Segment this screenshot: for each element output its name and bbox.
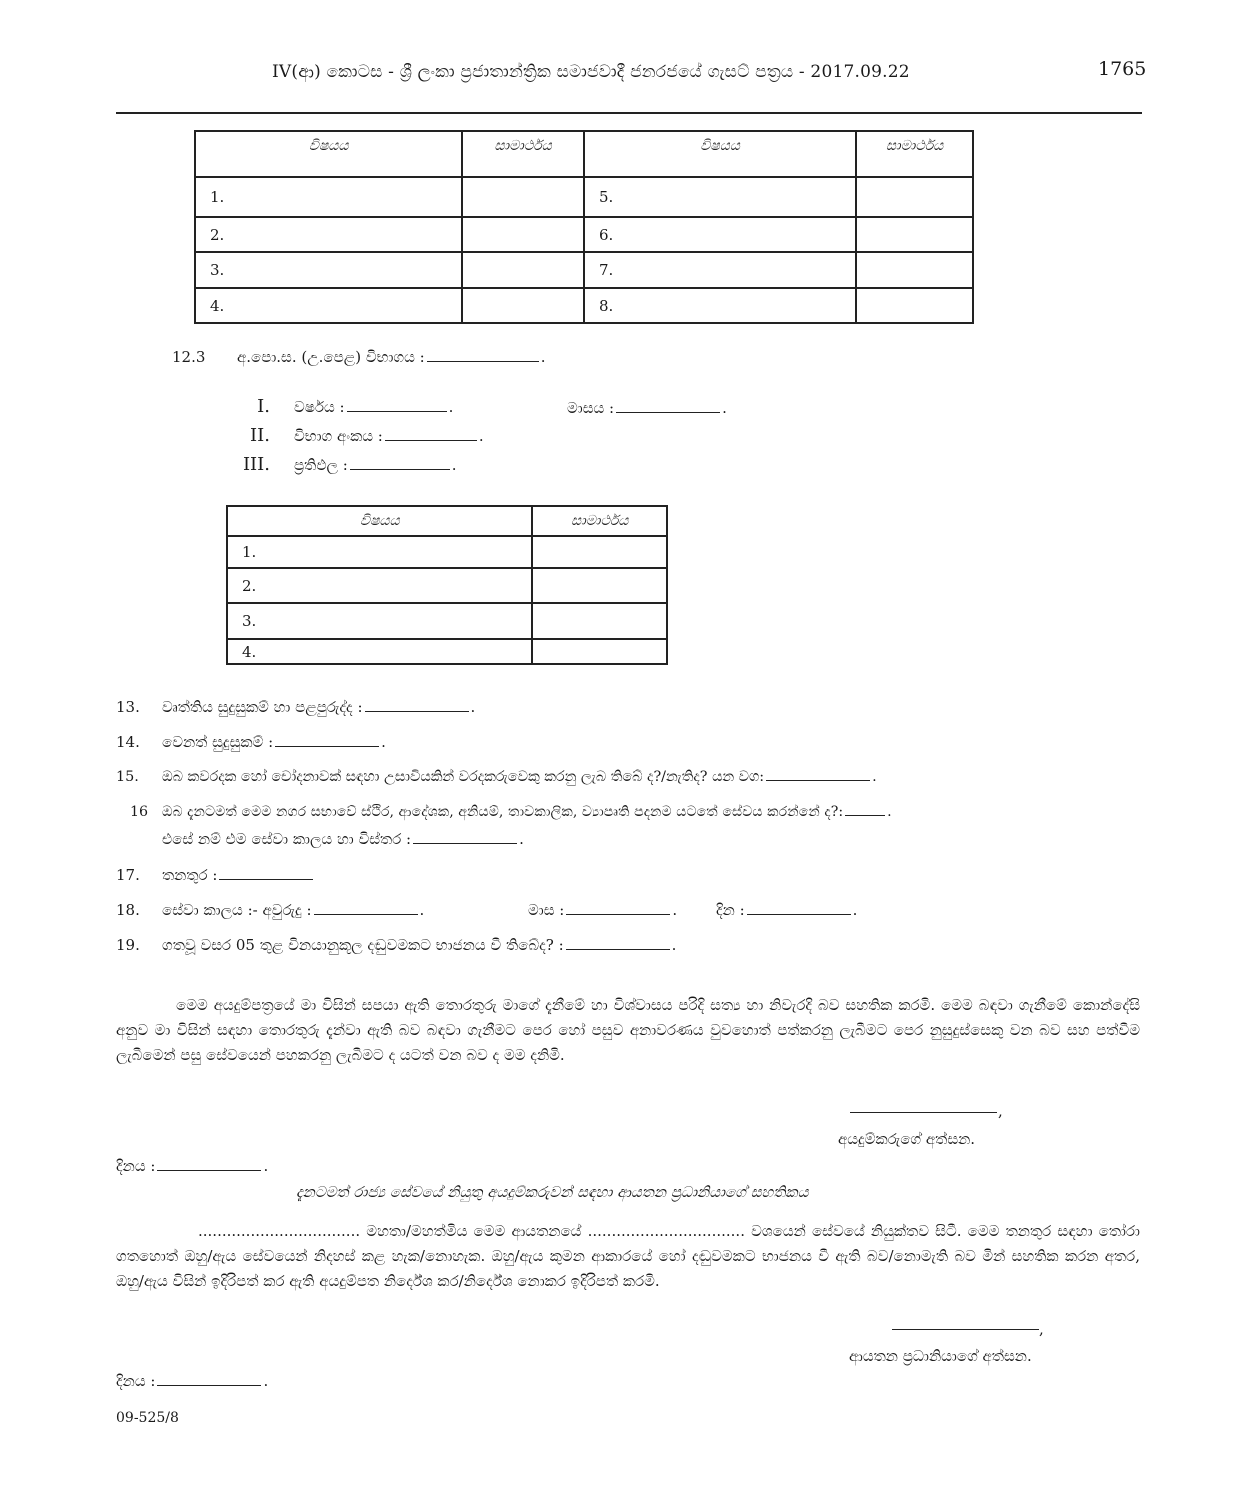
table-blank-cell xyxy=(462,252,584,288)
section-number: 12.3 xyxy=(172,348,206,366)
item-number: 17. xyxy=(116,866,140,884)
blank-line xyxy=(365,711,469,712)
item-15: 15. ඔබ කවරදක හෝ චෝදනාවක් සඳහා උසාවියකින් වරදකරුවෙකු කරනු ලැබ තිබේ ද?/නැතිද? යන වග: . xyxy=(116,769,877,785)
applicant-date: දිනය : . xyxy=(116,1157,269,1175)
certificate-text: වශයෙන් සේවයේ නියුක්තව සිටී. මෙම තනතුර සඳහා තෝරා ගතහොත් ඔහු/ඇය සේවයෙන් නිදහස් කළ හැක/නොහැක. ඔහු/ඇය කුමන ආකාරයේ හෝ දඬුවමකට භාජනය වී ඇති බව/නොමැති බව මින් සහතික කරන අතර, ඔහු/ඇය විසින් ඉදිරිපත් කර ඇති අයදුම්පත නිර්දේශ කර/නිර්දේශ නොකර ඉදිරිපත් කරමි. xyxy=(116,1222,1140,1290)
sub-item-exam-number: II. විභාග අංකය : . xyxy=(240,425,484,446)
item-18-days: දින : . xyxy=(716,901,858,919)
item-13: 13. වෘත්තිය සුදුසුකම් හා පළපුරුද්ද : . xyxy=(116,698,476,716)
table-blank-cell xyxy=(462,288,584,323)
table-blank-cell xyxy=(532,536,667,568)
table-row-cell: 3. xyxy=(195,252,462,288)
item-18: 18. සේවා කාලය :- අවුරුදු : . xyxy=(116,901,425,919)
blank-line xyxy=(427,361,539,362)
blank-line xyxy=(157,1170,261,1171)
item-text: එසේ නම් එම සේවා කාලය හා විස්තර : xyxy=(162,830,412,848)
item-text: මාස : xyxy=(528,901,565,919)
item-text: වෙනත් සුදුසුකම් : xyxy=(162,733,274,751)
blank-line xyxy=(275,746,379,747)
blank-line xyxy=(350,469,450,470)
blank-line xyxy=(616,412,720,413)
table-blank-cell xyxy=(462,177,584,217)
table-blank-cell xyxy=(532,603,667,639)
date-label: දිනය : xyxy=(116,1372,156,1390)
table-row-cell: 1. xyxy=(195,177,462,217)
table-row-cell: 6. xyxy=(584,217,856,252)
sub-item-label: මාසය : xyxy=(567,399,615,417)
blank-line xyxy=(157,1385,261,1386)
footer-code: 09-525/8 xyxy=(116,1410,179,1426)
sub-item-label: ප්‍රතිඵල : xyxy=(294,456,348,474)
sub-item-label: විභාග අංකය : xyxy=(294,427,383,445)
blank-line xyxy=(766,780,870,781)
table-row-cell: 1. xyxy=(227,536,532,568)
dotted-blank-name: .................................. xyxy=(198,1222,361,1240)
declaration-paragraph: මෙම අයදුම්පත්‍රයේ මා විසින් සපයා ඇති තොරතුරු මාගේ දැනීමේ හා විශ්වාසය පරිදි සත්‍ය හා නිවැරදි බව සහතික කරමි. මෙම බඳවා ගැනීමේ කොන්දේසි අනුව මා විසින් සඳහා තොරතුරු දැන්වා ඇති බව බඳවා ගැනීමට පෙර හෝ පසුව අනාවරණය වුවහොත් පත්කරනු ලැබීමට පෙර නුසුදුස්සෙකු වන බව සහ පත්වීම ලැබීමෙන් පසු සේවයෙන් පහකරනු ලැබීමට ද යටත් වන බව ද මම දනිමි. xyxy=(116,996,1140,1064)
table-blank-cell xyxy=(856,288,973,323)
roman-numeral: II. xyxy=(250,425,270,446)
sub-item-month: මාසය : . xyxy=(567,399,727,417)
blank-line xyxy=(413,843,517,844)
item-text: දින : xyxy=(716,901,745,919)
roman-numeral: III. xyxy=(242,454,270,475)
table-blank-cell xyxy=(856,252,973,288)
date-label: දිනය : xyxy=(116,1157,156,1175)
sub-item-label: වර්ෂය : xyxy=(294,398,345,416)
signature-comma: , xyxy=(1039,1320,1044,1338)
table-row-cell: 2. xyxy=(195,217,462,252)
item-number: 14. xyxy=(116,733,140,751)
table-blank-cell xyxy=(856,177,973,217)
item-number: 18. xyxy=(116,901,140,919)
item-text: තනතුර : xyxy=(162,866,218,884)
blank-line xyxy=(314,914,418,915)
item-16-details: එසේ නම් එම සේවා කාලය හා විස්තර : . xyxy=(162,830,524,848)
table-row-cell: 2. xyxy=(227,568,532,603)
table-row-cell: 5. xyxy=(584,177,856,217)
certificate-paragraph xyxy=(116,1219,1140,1294)
item-text: වෘත්තිය සුදුසුකම් හා පළපුරුද්ද : xyxy=(162,698,363,716)
item-number: 15. xyxy=(116,769,139,785)
item-14: 14. වෙනත් සුදුසුකම් : . xyxy=(116,733,386,751)
head-date: දිනය : . xyxy=(116,1372,269,1390)
certificate-heading: දැනටමත් රාජ්‍ය සේවයේ නියුතු අයදුම්කරුවන් සඳහා ආයතන ප්‍රධානියාගේ සහතිකය xyxy=(296,1183,809,1201)
applicant-signature-label: අයදුම්කරුගේ අත්සන. xyxy=(838,1130,976,1148)
table-blank-cell xyxy=(856,217,973,252)
page-number: 1765 xyxy=(1098,58,1147,80)
item-18-months: මාස : . xyxy=(528,901,678,919)
certificate-text: මහතා/මහත්මිය මෙම ආයතනයේ xyxy=(366,1222,582,1240)
sub-item-year: I. වර්ෂය : . xyxy=(240,396,453,417)
item-text: ඔබ කවරදක හෝ චෝදනාවක් සඳහා උසාවියකින් වරදකරුවෙකු කරනු ලැබ තිබේ ද?/නැතිද? යන වග: xyxy=(162,769,765,785)
table-row-cell: 7. xyxy=(584,252,856,288)
table-blank-cell xyxy=(532,568,667,603)
results-table-2 xyxy=(226,505,668,665)
table-row-cell: 8. xyxy=(584,288,856,323)
blank-line xyxy=(566,949,670,950)
table-blank-cell xyxy=(462,217,584,252)
header-rule xyxy=(116,112,1142,114)
table1-header-subject-left: විෂයය xyxy=(195,131,462,177)
item-number: 13. xyxy=(116,698,140,716)
applicant-signature-line xyxy=(850,1112,997,1113)
signature-comma: , xyxy=(998,1102,1003,1120)
item-number: 19. xyxy=(116,936,140,954)
item-number: 16 xyxy=(130,804,149,820)
table-row-cell: 3. xyxy=(227,603,532,639)
table2-header-subject: විෂයය xyxy=(227,506,532,536)
table-row-cell: 4. xyxy=(227,639,532,664)
blank-line xyxy=(385,440,477,441)
sub-item-results: III. ප්‍රතිඵල : . xyxy=(240,454,457,475)
blank-line xyxy=(845,815,885,816)
table-row-cell: 4. xyxy=(195,288,462,323)
section-label: අ.පො.ස. (උ.පෙළ) විභාගය : xyxy=(236,348,425,366)
item-text: ගතවූ වසර 05 තුළ විනයානුකූල දඬුවමකට භාජනය වී තිබේද? : xyxy=(162,936,564,954)
blank-line xyxy=(566,914,670,915)
table1-header-pass-right: සාමාර්ථය xyxy=(856,131,973,177)
results-table-1 xyxy=(194,130,974,324)
table-blank-cell xyxy=(532,639,667,664)
head-signature-label: ආයතන ප්‍රධානියාගේ අත්සන. xyxy=(849,1347,1032,1365)
table1-header-pass-left: සාමාර්ථය xyxy=(462,131,584,177)
blank-line xyxy=(219,879,313,880)
section-12-3: 12.3 අ.පො.ස. (උ.පෙළ) විභාගය : . xyxy=(172,348,546,366)
item-16: 16 ඔබ දැනටමත් මෙම නගර සභාවේ ස්ථිර, ආදේශක, අනියම්, තාවකාලික, ව්‍යාපෘති පදනම යටතේ සේවය කරන්නේ ද?: . xyxy=(130,804,892,820)
head-signature-line xyxy=(892,1329,1039,1330)
table2-header-pass: සාමාර්ථය xyxy=(532,506,667,536)
dotted-blank-post: ................................. xyxy=(587,1222,745,1240)
item-17 xyxy=(116,866,315,884)
blank-line xyxy=(347,411,447,412)
item-19: 19. ගතවූ වසර 05 තුළ විනයානුකූල දඬුවමකට භාජනය වී තිබේද? : . xyxy=(116,936,677,954)
item-text: සේවා කාලය :- අවුරුදු : xyxy=(162,901,312,919)
page-header-title: IV(ආ) කොටස - ශ්‍රී ලංකා ප්‍රජාතාන්ත්‍රික සමාජවාදී ජනරජයේ ගැසට් පත්‍රය - 2017.09.22 xyxy=(272,62,910,82)
table1-header-subject-right: විෂයය xyxy=(584,131,856,177)
roman-numeral: I. xyxy=(257,396,270,417)
item-text: ඔබ දැනටමත් මෙම නගර සභාවේ ස්ථිර, ආදේශක, අනියම්, තාවකාලික, ව්‍යාපෘති පදනම යටතේ සේවය කරන්නේ ද?: xyxy=(162,804,844,820)
blank-line xyxy=(747,914,851,915)
